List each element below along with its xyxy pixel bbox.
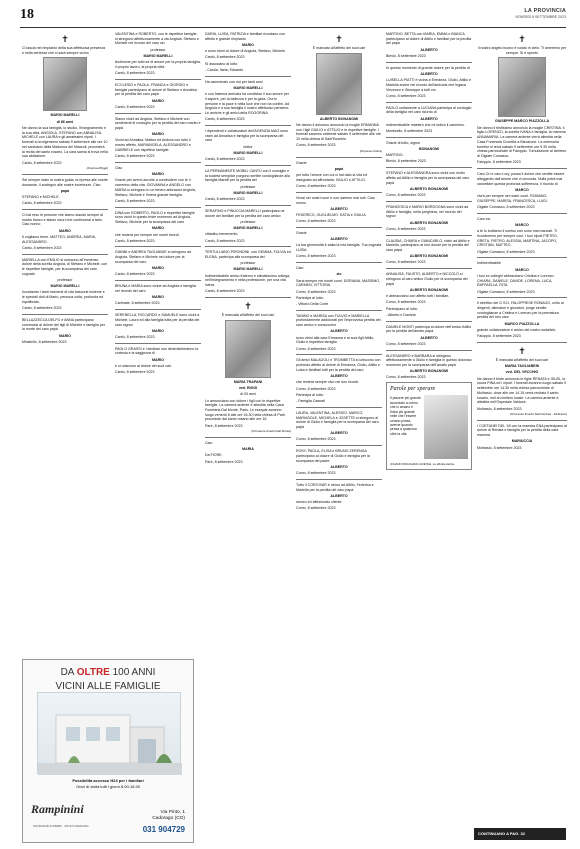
divider — [115, 280, 201, 281]
notice-name: MARIO MARELLI — [143, 53, 173, 58]
notice-text: Ha camminato con noi per tanti anni — [205, 79, 263, 84]
notice-name: MARIO MARELLI — [233, 226, 263, 231]
ad-headline — [23, 666, 193, 679]
notice-text: DINA con ROBERTO, PAOLO e rispettive famiglie sono vicini in questo triste momento ad Angiola, Stefano, Michele per la scomparsa del caro — [115, 210, 195, 225]
notice-text: In questo momento di grande dolore per la perdita di — [386, 65, 470, 70]
notice-text: testimone per tutti noi di amore per la propria famiglia, il proprio lavoro, la propria città. — [115, 60, 201, 69]
notice-assoc-names: - Famiglia Casnati — [296, 399, 325, 404]
divider — [296, 445, 382, 446]
cross-icon: ✝ — [244, 301, 252, 312]
notice-text: BELLAZZECCA DELFO e ANNA partecipano commossi al dolore dei figli di Michele e famiglia per la morte del caro papà — [22, 317, 105, 332]
divider — [205, 297, 291, 298]
continued-banner: CONTINUANO A PAG. 32 — [474, 828, 566, 840]
notice-text: SERAFINO e PINUCCIA MARELLI partecipano al dolore dei familiari per la perdita del caro amico — [205, 208, 285, 218]
notice-date: Como, 8 settembre 2023 — [386, 341, 426, 346]
notice-text: Il direttivo del G.S.D. FALOPPIESE RONAGO, unito ai dirigenti, allenatori e giocatori, porge sentite condoglianze a Cristina e Lorenzo per la prematura perdita del loro caro — [477, 301, 564, 320]
column-5 — [386, 32, 472, 842]
divider — [386, 167, 472, 168]
notice-text: ALESSANDRO e BARBARA si stringono affettuosamente a Giulio e famiglia in questo doloroso momento per la scomparsa dell'amato papà — [386, 353, 472, 367]
notice-date: Como, 8 settembre 2023 — [296, 346, 336, 351]
notice-text: a te lo buttiamo il sorriso non sono mai mancati. Ti ricorderemo per sempre così. I tuoi nipoti PIETRO, GRETA, PIETRO, ALESSIA, MARTINA, JACOPO, CRISTIAN, MATTEO. — [477, 229, 558, 248]
notice-signature: (Impresa Colina) — [359, 148, 382, 153]
notice-assoc: Partecipa al lutto: — [296, 295, 324, 300]
notice-date: Cantù, 8 settembre 2023 — [22, 245, 62, 250]
notice-assoc-names: - Vittorio Della Corte — [296, 302, 329, 307]
notice-name: MARIO MARELLI — [50, 284, 80, 289]
deceased-subname: ved. DEL VECCHIO — [505, 370, 539, 375]
notice-text: che resterà per sempre nei nostri ricordi. — [115, 232, 180, 237]
notice-name: MARCO PIAZZOLLA — [504, 321, 540, 326]
notice-name: MARCO — [515, 187, 529, 192]
notice-date: Como, 8 settembre 2023 — [296, 254, 336, 259]
notice-text: e si uniscono al dolore dei suoi cari. — [115, 363, 172, 368]
notice-date: Mirabello, 8 settembre 2023 — [22, 339, 67, 344]
notice-name: ALBERTO — [420, 116, 438, 121]
notice-assoc-names: - Carola, Ilaria, Edoardo — [205, 67, 244, 72]
poem-title: Parole per sperare — [390, 386, 436, 393]
poem-caption: JOHANN WOLFGANG GOETHE, Le affinità elettive — [390, 461, 455, 466]
notice-text: GIANNI e ANDREA TAGLIABUE si stringono ad Angiola, Stefano e Michele nel dolore per la scomparsa del caro — [115, 250, 192, 264]
notice-text: BRUNA e MARIA sono vicine ad Angiola e famiglia nel ricordo del caro — [115, 284, 196, 293]
notice-date: Cantù, 8 settembre 2023 — [115, 154, 155, 159]
notice-name: ALBERTO — [330, 329, 348, 334]
divider — [115, 343, 201, 344]
notice-name: MARCO — [515, 267, 529, 272]
notice-name: ALBERTO — [330, 431, 348, 436]
divider — [205, 246, 291, 247]
notice-text: Gli amici MALAGOLI e TROMBETTA si uniscono con profondo affetto al dolore di Ermanna, Giulio, Attilio e Luisa e familiari tutti per la perdita del caro — [296, 358, 381, 372]
notice-date: Como, 8 settembre 2023 — [386, 300, 426, 305]
notice-name: MARIA — [242, 447, 254, 452]
notice-date: Cantù, 8 settembre 2023 — [205, 238, 245, 243]
notice-assoc: Partecipa al lutto: — [296, 392, 324, 397]
divider — [386, 201, 472, 202]
notice-text: Il nostro angelo buono è volato in cielo. Ti ameremo per sempre. Si è spento — [477, 46, 567, 55]
notice-text: Vicini ad Annalisa, Matteo ed Andrea con tutto il nostro affetto, MARIANGELA, ALESSANDRO e GABRIELE con rispettive famiglie. — [115, 138, 191, 152]
divider — [115, 207, 201, 208]
notice-assoc: Partecipano al lutto: — [386, 306, 418, 311]
divider — [386, 137, 472, 138]
notice-name: papà — [334, 166, 344, 171]
paper-name: LA PROVINCIA — [524, 8, 566, 14]
deceased-name: MARIA TRAPANI — [233, 379, 263, 384]
notice-text: Sarai sempre nei nostri cuori. DORIANA, MASSIMO, CARMEN, VITTORIA. — [296, 278, 381, 288]
ad-logo-subtitle: ONORANZE FUNEBRI · ARTE FUNERARIA — [33, 824, 89, 828]
divider — [22, 209, 108, 210]
deceased-name: MARIO MARELLI — [50, 113, 80, 118]
notice-text: TANINO e MARISA con FULVIO e MARIELLA profondamente addolorati per l'improvvisa perdita del caro amico e consuocero — [296, 313, 381, 328]
notice-name: MARIO MARELLI — [233, 267, 263, 272]
deceased-name: ALBERTO BONANOMI — [319, 116, 359, 121]
notice-date: Como, 8 settembre 2023 — [386, 193, 426, 198]
portrait-photo — [43, 57, 87, 111]
notice-text: ANNALISA, FAUSTO, ALBERTO e NICCOLÒ si stringono al caro amico Giulio per la scomparsa del papà — [386, 272, 468, 286]
notice-role: dottor — [243, 144, 253, 149]
notice-text: Grazie — [296, 230, 307, 235]
notice-name: MARIO — [152, 328, 164, 333]
words-of-hope-box — [386, 382, 472, 470]
notice-date: Parè, 8 settembre 2023 — [205, 459, 243, 464]
notice-text: LUISELLA PIATTI è vicina a Ermanna, Giulio, Attilio e Mariella anche nel ricordo dell'amicizia che legava Vincenzo e Giuseppe a tutti voi. — [386, 78, 472, 92]
notice-text: Grazie per averci accolto a condividere con te il cammino della vita. GIOVANNA e ANGELO con MARIA si stringono in un tenero abbraccio Angiola, Stefano, Michele e l'intera grande famiglia. — [115, 178, 196, 197]
notice-name: ALBERTO — [330, 237, 348, 242]
notice-text: PAOLO GRASSI e i familiari non dimenticheranno la cortesia e la saggezza di — [115, 346, 199, 356]
ad-logo: Rampinini — [31, 802, 84, 816]
divider — [477, 420, 567, 421]
notice-date: Cantù, 8 settembre 2023 — [22, 306, 62, 311]
divider — [22, 174, 108, 175]
notice-name: MARIO — [59, 333, 71, 338]
divider — [296, 310, 382, 311]
divider — [296, 157, 382, 158]
notice-text: per tutto l'amore con cui ci hai dato la vita ed insegnato ad affrontarla. GIULIO e ATTILIO. — [296, 173, 368, 182]
divider — [477, 257, 567, 258]
divider — [477, 213, 567, 214]
notice-date: Cantù, 8 settembre 2023 — [115, 104, 155, 109]
notice-text: Sei sempre stato la nostra guida, la ripresa alle nostre domande, il sostegno alle nostre incertezze. Ciao — [22, 177, 108, 187]
notice-date: Como, 8 settembre 2023 — [386, 226, 426, 231]
notice-text: LAURA, VALENTINA, ALESSIO, MARCO, MARIASOLE, MICHELA e JOSETTE si stringono al dolore di Giulio e famiglia per la scomparsa del caro papà — [296, 410, 379, 429]
divider — [205, 165, 291, 166]
angel-statue-image — [424, 395, 468, 459]
divider — [205, 437, 291, 438]
notice-text: Grazie — [296, 160, 307, 165]
column-4 — [296, 32, 382, 842]
notice-text: STEFANO e ALESSANDRA sono vicini con molto affetto ad Attilio e famiglia per la scomparsa del caro papà — [386, 171, 470, 185]
notice-text: e con fraterna amicizia ha condiviso il suo amore per il sapere, per la bellezza e per la gioia. Ora le persone e la pace e nella luce che non ha confini. Ad Angiola e a sua famiglia il nostro affettuoso pensiero. Le amiche e gli amici della ROGORINA. — [205, 92, 290, 116]
notice-text: ECCLESIO e PAOLA, FRANCA e GIORGIO e famiglie partecipano al dolore di Stefano e Annalisa per la perdita del caro papà — [115, 82, 197, 97]
divider — [296, 407, 382, 408]
notice-text: e abbracciano con affetto tutti i familiari. — [386, 294, 450, 299]
notice-text: MARTINO. — [386, 153, 404, 158]
notice-name: ALBERTO — [330, 206, 348, 211]
ad-access-info: Possibilità accesso H24 per i familiari — [72, 778, 144, 783]
notice-role: professor — [150, 47, 166, 52]
masthead — [515, 8, 566, 20]
cross-icon: ✝ — [335, 34, 343, 44]
divider — [296, 192, 382, 193]
building-illustration — [38, 693, 182, 775]
notice-text: I dipendenti e collaboratori dell'AGENZIA MAO sono vicini ad Annalisa e famiglia per la scomparsa del caro — [205, 129, 288, 143]
notice-date: Blevio, 8 settembre 2023 — [386, 53, 426, 58]
notice-text: I COETANEI DEL '49 con la maestra ENA partecipano al dolore di Renata e famiglia per la perdita della cara mamma — [477, 423, 567, 438]
notice-name: ALBERTO — [420, 47, 438, 52]
notice-text: e sono vicini al dolore di Angiola, Stefano, Michele. — [205, 49, 286, 54]
notice-text: SERENELLA, RICCARDO e SAMUELE sono vicini a Michele, Laura ed alla famiglia tutta per la perdita del caro signor — [115, 313, 200, 327]
notice-name: MARIO — [152, 295, 164, 300]
notice-name: ALBERTO — [420, 335, 438, 340]
notice-text: È mancata all'affetto dei suoi cari — [495, 357, 549, 362]
divider — [115, 79, 201, 80]
page-number: 18 — [20, 7, 34, 22]
notice-name: MARIO — [59, 228, 71, 233]
notice-text: Ne danno il tristissimo annuncio la moglie CRISTINA, il figlio LORENZO, la sorella IVANA e famiglia, la mamma ANNAMARIA. La camera ardente verrà allestita nella Casa Funeraria Crocetta a Bizzarone. La cerimonia funebre si terrà sabato 9 settembre ore 9.30 nella chiesa parrocchiale di Faloppio. Tumulazione al cimitero di Olgiate Comasco. — [477, 125, 567, 159]
notice-text: Indimenticabile amico fraterno e stimatissimo collega, nell'insegnamento e nella professione, per una vita intera. — [205, 273, 291, 288]
notice-date: Cantù, 8 settembre 2023 — [115, 335, 155, 340]
notice-name: ALBERTO — [330, 464, 348, 469]
divider — [386, 235, 472, 236]
deceased-name: GIUSEPPE MARCO PIAZZOLLA — [494, 119, 550, 124]
notice-role: professor — [240, 219, 256, 224]
notice-text: È mancata all'affetto dei suoi cari — [221, 313, 275, 318]
notice-date: Faloppio, 8 settembre 2023 — [477, 160, 521, 165]
divider — [477, 342, 567, 343]
notice-text: cittadino benemerito. — [205, 232, 239, 237]
divider — [386, 350, 472, 351]
notice-text: FRANCESCA e MARIO BORDOGNA sono vicini ad Attilio e famiglia, nella preghiera, nel ricordo del signor — [386, 204, 469, 219]
notice-text: MARTINO, BETTA con MARIA, EMMA e BIANCA partecipano al dolore di Attilio e familiari per la perdita del papà — [386, 32, 472, 46]
notice-date: Como, 8 settembre 2023 — [296, 143, 336, 148]
notice-text: PAOLO unitamente a LUCIANA partecipa al cordoglio della famiglia nel caro ricordo di — [386, 105, 472, 115]
notice-text: DARIA, LUISA, PATRIZIA e familiari ricordano con affetto e grande rimpianto — [205, 32, 285, 41]
notice-text: Tutto il CORO BAR è vicino ad Attilio, Federica e Mariella per la perdita del caro papà — [296, 482, 374, 492]
divider — [386, 62, 472, 63]
column-2 — [115, 32, 201, 652]
notice-date: Faloppio, 8 settembre 2023 — [477, 334, 521, 339]
notice-date: Parè, 8 settembre 2023 — [205, 423, 243, 428]
divider — [296, 354, 382, 355]
portrait-photo — [498, 57, 546, 117]
divider — [205, 205, 291, 206]
notice-name: MARIO MARELLI — [233, 190, 263, 195]
deceased-name: MARIA TAGLIABENI — [504, 364, 540, 369]
notice-text: TERTULLIANO PIRONDINI, con GEMMA, FULVIA ed ELENA, partecipa alla scomparsa del — [205, 250, 291, 259]
notice-name: zio — [336, 272, 342, 277]
notice-text: sono vicini alla cara Ermanna e ai suoi figli Attilio, Giulio e rispettive famiglie. — [296, 335, 375, 345]
ad-city: Cadorago (CO) — [152, 816, 185, 822]
funeral-home-advertisement — [22, 659, 194, 843]
divider — [296, 262, 382, 263]
divider — [115, 309, 201, 310]
divider — [296, 479, 382, 480]
column-3 — [205, 32, 291, 842]
notice-date: Olgiate Comasco, 8 settembre 2023 — [477, 204, 535, 209]
notice-text: Ne danno il doloroso annuncio la moglie ERMANNA con i figli GIULIO e ATTILIO e le rispettive famiglie. I funerali saranno celebrati sabato 9 settembre alle ore 10 nella chiesa di Sant'Eusebio. — [296, 122, 381, 142]
notice-text: Caro zio — [477, 216, 491, 221]
ad-street: Via Pinto, 1 — [160, 810, 185, 815]
notice-date: Cantù, 8 settembre 2023 — [205, 55, 245, 60]
notice-text: grande collaboratore e amico del nostro sodalizio. — [477, 327, 557, 332]
notice-text: FEDERICO, GUGLIELMO, KATIA e GIULIA. — [296, 212, 367, 217]
paper-date: VENERDÌ 8 SETTEMBRE 2023 — [515, 15, 566, 20]
notice-name: ALBERTO BONANOMI — [409, 220, 449, 225]
portrait-photo — [225, 320, 271, 378]
notice-text: LA PERMANENTE MOBILI CANTÙ con il consiglio e la società semplice porgono sentite condoglianze alla famiglia Marelli per la perdita del — [205, 168, 290, 183]
notice-name: MARIUCCIA — [511, 439, 533, 444]
divider — [386, 102, 472, 103]
notice-text: Ne danno la sua famiglia, lo studio, l'insegnamento e la sua città, ANGIOLA, STEFANO con ANNALISA, MICHELE con LAURA e gli amatissimi nipoti. I funerali si svolgeranno sabato 9 settembre alle ore 10 nel santuario della Madonna dei Miracoli, procederà la recita del santo rosario. La cara salma si trova nella sua abitazione. — [22, 125, 108, 159]
notice-date: Cantù, 8 settembre 2023 — [22, 160, 62, 165]
notice-text: Da FIORE. — [205, 453, 223, 458]
notice-date: Como, 8 settembre 2023 — [296, 184, 336, 189]
notice-date: Blevio, 8 settembre 2023 — [386, 159, 426, 164]
notice-text: I tuoi ex colleghi abbracciano Cristina e Lorenzo. CHIARA, DANIELE, DAVIDE, LORENA, LUCA, RAFFAELLA, RITA. — [477, 273, 555, 288]
notice-name: ALBERTO BONANOMI — [409, 186, 449, 191]
notice-date: Como, 8 settembre 2023 — [296, 219, 336, 224]
notice-name: MARCO — [515, 222, 529, 227]
notice-text: Ciao — [205, 440, 213, 445]
notice-date: Como, 8 settembre 2023 — [386, 260, 426, 265]
notice-text: MARIELLA con EMILIO si uniscono all'immenso dolore della sorella Angiola, di Stefano e Michele, con le rispettive famiglie, per la scomparsa del caro cognato — [22, 257, 108, 276]
notice-date: Cantù, 8 settembre 2023 — [115, 272, 155, 277]
ad-subheadline: VICINI ALLE FAMIGLIE — [55, 681, 161, 693]
notice-text: DANIELE MONTI partecipa al dolore dell'amico Attilio per la perdita dell'amato papà — [386, 324, 471, 334]
divider — [296, 227, 382, 228]
notice-text: ti vogliamo bene. MATTEO, ANDREA, MARIA, ALESSANDRO. — [22, 234, 97, 244]
notice-text: CLAUDIA, CHIARA e GIANCARLO, vicini ad Attilio e Mariella, partecipano al loro dolore per la perdita del caro papà — [386, 238, 470, 252]
notice-date: Como, 8 settembre 2023 — [296, 471, 336, 476]
deceased-age: di 93 anni — [240, 392, 256, 397]
notice-text: È mancato all'affetto dei suoi cari — [312, 46, 366, 50]
notice-name: MARIO — [152, 98, 164, 103]
notice-text: Ciao — [296, 266, 304, 271]
notice-text: Ci lascia nel rimpianto della sua affettuosa presenza e nella certezza che ci sarà sempre vicino — [22, 46, 106, 55]
notice-name: MARIO — [152, 172, 164, 177]
divider — [115, 113, 201, 114]
notice-text: La tua generosità è stata la mia famiglia. Tua cognata LUISA. — [296, 243, 382, 253]
notice-text: VALENTINA e ROBERTO, con le rispettive famiglie, si stringono affettuosamente a zia Angiola, Stefano e Michele nel ricordo del caro zio — [115, 32, 199, 46]
divider — [205, 125, 291, 126]
divider — [386, 268, 472, 269]
deceased-age: di 86 anni — [56, 119, 74, 124]
notice-name: MARIO — [242, 42, 254, 47]
ad-visit-hours: Orari di visita tutti i giorni 8.00-18.00 — [75, 784, 141, 789]
ad-address — [152, 810, 185, 823]
notice-text: indimenticabile maestro che mi indicò il cammino. — [386, 122, 465, 127]
notice-date: Como, 8 settembre 2023 — [386, 375, 426, 380]
notice-date: Monticello, 8 settembre 2023 — [386, 129, 433, 134]
notice-name: ALBERTO BONANOMI — [409, 369, 449, 374]
portrait-photo — [316, 53, 362, 115]
notice-date: Como, 8 settembre 2023 — [296, 437, 336, 442]
notice-name: ALBERTO — [420, 71, 438, 76]
notice-role: professor — [240, 184, 256, 189]
divider — [115, 162, 201, 163]
cross-icon: ✝ — [518, 34, 526, 44]
divider — [22, 254, 108, 255]
notice-date: Como, 8 settembre 2023 — [386, 93, 426, 98]
notice-date: Cantù, 8 settembre 2023 — [115, 71, 155, 76]
notice-role: professor — [240, 261, 256, 266]
notice-text: STEFANO e MICHELE. — [22, 194, 60, 199]
notice-text: che resterà sempre vivo nei loro ricordi. — [296, 380, 359, 385]
ad-headline-c: 100 ANNI — [112, 667, 156, 678]
divider — [115, 246, 201, 247]
notice-date: Moltrasio, 8 settembre 2023 — [477, 445, 522, 450]
divider — [386, 321, 472, 322]
notice-role: professor — [57, 278, 73, 283]
notice-date: Como, 8 settembre 2023 — [296, 386, 336, 391]
funeral-home-building-image — [37, 692, 181, 774]
notice-text: Ne danno il triste annuncio le figlie RENATA e GIUSI, la nuora PINA ed i nipoti. I funerali avranno luogo sabato 9 settembre ore 14.30 nella chiesa parrocchiale di Moltrasio, dove alle ore 14.15 verrà recitato il santo rosario, indi al cimitero locale. La camera ardente è allestita nell'Ospedale Valduce. — [477, 376, 567, 405]
notice-text: Grazie di tutto, signor — [386, 140, 421, 145]
ad-headline-a: DA — [60, 667, 74, 678]
notice-date: Cantù, 8 settembre 2023 — [205, 197, 245, 202]
notice-text: vivrà per sempre nei nostri cuori. ROMANO, GIUSEPPE, MARISA, FRANCESCA, LUIGI. — [477, 194, 548, 203]
notice-name: ALBERTO BONANOMI — [409, 287, 449, 292]
notice-text: storico ed affezionato cliente. — [296, 500, 343, 505]
notice-name: papà — [60, 188, 70, 193]
column-1 — [22, 32, 108, 652]
column-6 — [477, 32, 567, 822]
notice-assoc: Si associano al lutto: — [205, 61, 238, 66]
notice-name: ALBERTO BONANOMI — [409, 254, 449, 259]
notice-signature: (Onoranze funebri Dal Monte) — [251, 428, 291, 433]
notice-date: Cantù, 8 settembre 2023 — [115, 370, 155, 375]
notice-date: Cantù, 8 settembre 2023 — [205, 117, 245, 122]
divider — [477, 168, 567, 169]
notice-text: Vivrai nei nostri cuori e non saremo mai soli. Ciao nonno — [296, 195, 375, 205]
notice-text: Ciao — [115, 165, 123, 170]
notice-date: Cantù, 8 settembre 2023 — [205, 289, 245, 294]
notice-assoc-names: - Alberto e Daniela — [386, 312, 416, 317]
ad-headline-b: OLTRE — [76, 667, 110, 678]
notice-date: Cantù, 8 settembre 2023 — [115, 198, 155, 203]
notice-date: Olgiate Comasco, 8 settembre 2023 — [477, 289, 535, 294]
notice-name: BONANOMI — [419, 146, 439, 151]
notice-date: Cantù, 8 settembre 2023 — [205, 157, 245, 162]
notice-name: MARIO — [152, 226, 164, 231]
ad-phone: 031 904729 — [142, 825, 185, 834]
notice-text: ricordando i tanti momenti di vita trascorsi insieme e le speciali doti di Mario, persona colta, profonda ed equilibrata. — [22, 290, 105, 304]
notice-signature: (Onoranze funebri Sant'Andrea - Moltrasio) — [509, 411, 567, 416]
notice-date: Cantù, 8 settembre 2023 — [22, 201, 62, 206]
notice-text: Ci hai reso le persone che siamo stando sempre al nostro fianco e siamo sicuri che continuerai a farlo. Ciao nonno — [22, 212, 103, 227]
deceased-subname: ved. RIGGI — [238, 386, 258, 391]
notice-text: Caro Cri e caro Lory, possa il dolore che sentite essere alleggerito dall'amore che vi circonda. Nulla potrà mai cancellare questa profonda sofferenza. Il ricordo di — [477, 172, 565, 186]
notice-name: MARIO MARELLI — [233, 150, 263, 155]
notice-text: ROSY, PAOLA, ELISA e BRUNO ZERENGA partecipano al dolore di Giulio e famiglia per la scomparsa del padre — [296, 449, 370, 463]
notice-text: Indimenticabile — [477, 261, 501, 266]
poem-text: Il piacere più grande accordato a coloro che ci amano è l'idea più grande nelle che l'essere umano possa averne quando pensa a qualcosa oltre la vita. — [390, 396, 421, 436]
notice-name: MARIO — [152, 357, 164, 362]
cross-icon: ✝ — [61, 34, 69, 44]
page-header — [20, 6, 566, 28]
notice-date: Olgiate Comasco, 8 settembre 2023 — [477, 249, 535, 254]
notice-signature: (Impresa Briggi) — [86, 165, 108, 170]
notice-date: Cantù, 8 settembre 2023 — [115, 238, 155, 243]
notice-text: Lo annunciano con dolore i figli con le rispettive famiglie. La camera ardente è allestita nella Casa Funeraria Dal Monte, Paris. Le esequie avranno luogo venerdì 8 alle ore 16.30 nella chiesa di Parè, procedute dal santo rosario alle ore 16. — [205, 398, 286, 422]
notice-name: MARIO MARELLI — [233, 85, 263, 90]
divider — [477, 297, 567, 298]
notice-name: MARIO — [152, 266, 164, 271]
notice-date: Como, 8 settembre 2023 — [296, 289, 336, 294]
notice-name: ALBERTO — [330, 374, 348, 379]
cross-icon: ✝ — [518, 345, 526, 356]
divider — [22, 314, 108, 315]
notice-text: Siamo vicini ad Angiola, Stefano e Michele con sentimenti di cordoglio per la perdita del caro marito e papà — [115, 116, 201, 131]
notice-date: Como, 8 settembre 2023 — [296, 506, 336, 511]
notice-name: ALBERTO — [330, 493, 348, 498]
divider — [205, 76, 291, 77]
notice-name: MARIO — [152, 132, 164, 137]
notice-date: Carimate, 8 settembre 2023 — [115, 301, 160, 306]
notice-date: Moltrasio, 8 settembre 2023 — [477, 406, 522, 411]
